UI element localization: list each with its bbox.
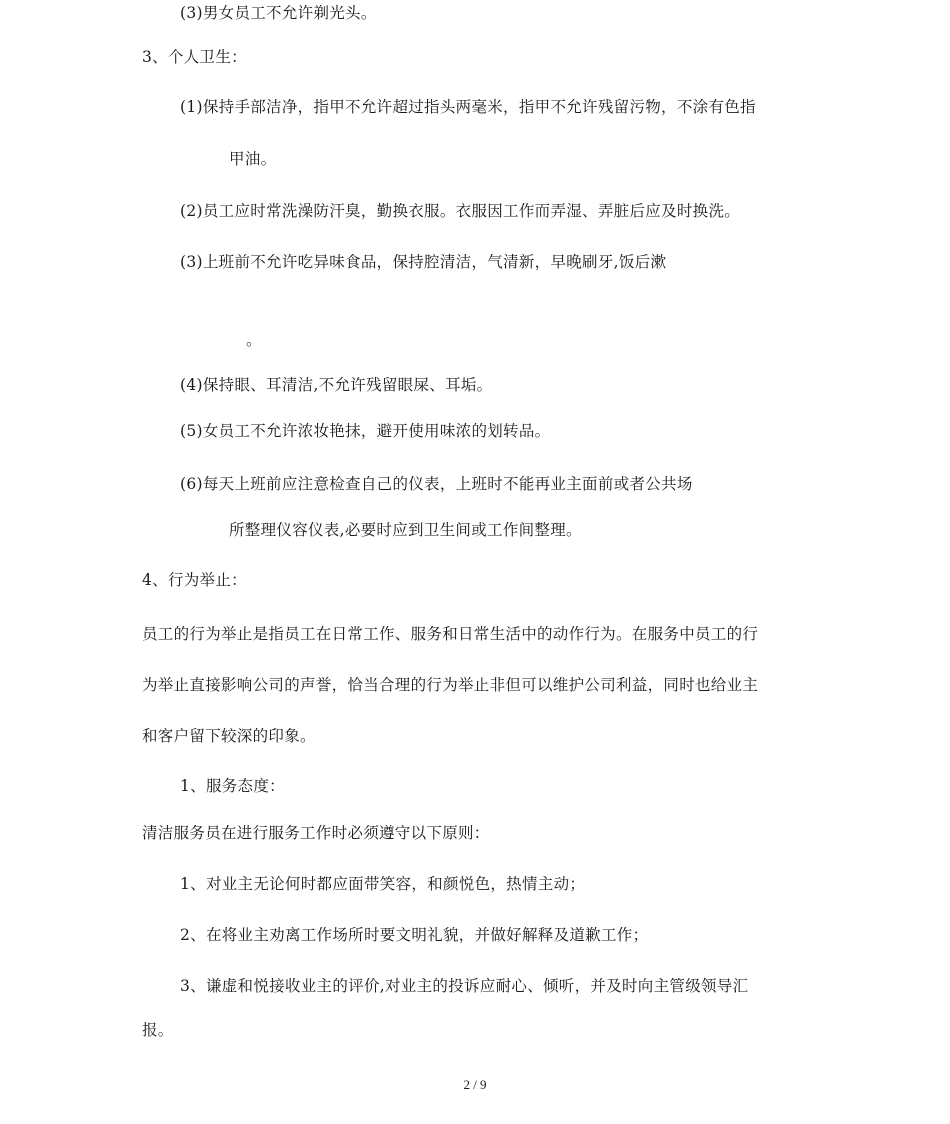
text-line: (2)员工应时常洗澡防汗臭，勤换衣服。衣服因工作而弄湿、弄脏后应及时换洗。 xyxy=(180,202,741,220)
text-line: (3)男女员工不允许剃光头。 xyxy=(180,4,377,22)
text-line: (3)上班前不允许吃异味食品，保持腔清洁，气清新，早晚刷牙,饭后漱 xyxy=(180,253,667,271)
text-line: 为举止直接影响公司的声誉，恰当合理的行为举止非但可以维护公司利益，同时也给业主 xyxy=(142,676,759,694)
text-line: 和客户留下较深的印象。 xyxy=(142,727,316,745)
section-heading: 4、行为举止： xyxy=(142,571,247,589)
text-line: 报。 xyxy=(142,1021,174,1039)
text-line: 甲油。 xyxy=(229,150,277,168)
text-line: 所整理仪容仪表,必要时应到卫生间或工作间整理。 xyxy=(229,521,582,539)
subsection-heading: 1、服务态度： xyxy=(180,777,285,795)
section-heading: 3、个人卫生： xyxy=(142,48,247,66)
text-line: 员工的行为举止是指员工在日常工作、服务和日常生活中的动作行为。在服务中员工的行 xyxy=(142,625,759,643)
text-line: 1、对业主无论何时都应面带笑容，和颜悦色，热情主动； xyxy=(180,875,586,893)
text-line: (4)保持眼、耳清洁,不允许残留眼屎、耳垢。 xyxy=(180,376,493,394)
text-line: 清洁服务员在进行服务工作时必须遵守以下原则： xyxy=(142,824,490,842)
text-line: (1)保持手部洁净，指甲不允许超过指头两毫米，指甲不允许残留污物，不涂有色指 xyxy=(180,98,756,116)
text-line: (6)每天上班前应注意检查自己的仪表，上班时不能再业主面前或者公共场 xyxy=(180,475,693,493)
text-line: 3、谦虚和悦接收业主的评价,对业主的投诉应耐心、倾听，并及时向主管级领导汇 xyxy=(180,977,749,995)
page-number: 2 / 9 xyxy=(463,1077,487,1092)
text-line: (5)女员工不允许浓妆艳抹，避开使用味浓的划转品。 xyxy=(180,422,551,440)
text-line: 2、在将业主劝离工作场所时要文明礼貌，并做好解释及道歉工作； xyxy=(180,926,649,944)
text-line: 。 xyxy=(246,331,262,349)
